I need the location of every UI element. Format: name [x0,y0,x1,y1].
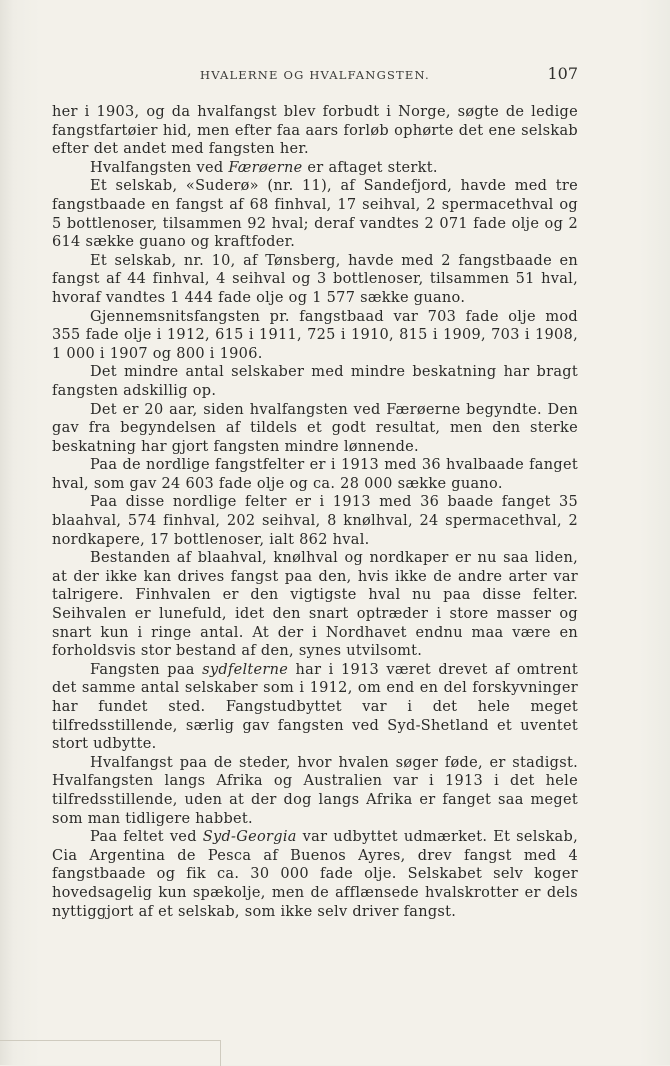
paragraph: Fangsten paa sydfelterne har i 1913 været drevet af omtrent det samme antal selskaber som i 1912, om end en del forskyvninger har fundet sted. Fangstudbyttet var i det hele meget tilfredsstillende, særlig gav fangsten ved Syd-Shetland et uventet stort udbytte. [52,661,578,753]
paragraph: Et selskab, nr. 10, af Tønsberg, havde med 2 fangstbaade en fangst af 44 finhval, 4 seihval og 3 bottlenoser, tilsammen 51 hval, hvoraf vandtes 1 444 fade olje og 1 577 sække guano. [52,252,578,306]
paragraph: Det er 20 aar, siden hvalfangsten ved Færøerne begyndte. Den gav fra begyndelsen af tildels et godt resultat, men den sterke beskatning har gjort fangsten mindre lønnende. [52,401,578,455]
paragraph: Hvalfangst paa de steder, hvor hvalen søger føde, er stadigst. Hvalfangsten langs Afrika og Australien var i 1913 i det hele tilfredsstillende, uden at der dog langs Afrika er fanget saa meget som man tidligere habbet. [52,754,578,827]
paragraph: Et selskab, «Suderø» (nr. 11), af Sandefjord, havde med tre fangstbaade en fangst af 68 finhval, 17 seihval, 2 spermacethval og 5 bottlenoser, tilsammen 92 hval; deraf vandtes 2 071 fade olje og 2 614 sække guano og kraftfoder. [52,178,578,251]
paragraph: Paa feltet ved Syd-Georgia var udbyttet udmærket. Et selskab, Cia Argentina de Pesca af Buenos Ayres, drev fangst med 4 fangstbaade og fik ca. 30 000 fade olje. Selskabet selv koger hovedsagelig kun spækolje, men de afflænsede hvalskrotter er dels nyttiggjort af et selskab, som ikke selv driver fangst. [52,829,578,920]
paragraph: Gjennemsnitsfangsten pr. fangstbaad var 703 fade olje mod 355 fade olje i 1912, 615 i 1911, 725 i 1910, 815 i 1909, 703 i 1908, 1 000 i 1907 og 800 i 1906. [52,308,578,362]
paragraph: Bestanden af blaahval, knølhval og nordkaper er nu saa liden, at der ikke kan drives fangst paa den, hvis ikke de andre arter var talrigere. Finhvalen er den vigtigste hval nu paa disse felter. Seihvalen er lunefuld, idet den snart optræder i store masser og snart kun i ringe antal. At der i Nordhavet endnu maa være en forholdsvis stor bestand af den, synes utvilsomt. [52,550,578,660]
body-text [52,103,578,921]
paragraph: her i 1903, og da hvalfangst blev forbudt i Norge, søgte de ledige fangstfartøier hid, men efter faa aars forløb ophørte det ene selskab efter det andet med fangsten her. [52,104,578,158]
paragraph: Paa disse nordlige felter er i 1913 med 36 baade fanget 35 blaahval, 574 finhval, 202 seihval, 8 knølhval, 24 spermacethval, 2 nordkapere, 17 bottlenoser, ialt 862 hval. [52,494,578,548]
paragraph: Hvalfangsten ved Færøerne er aftaget sterkt. [90,159,438,176]
paragraph: Det mindre antal selskaber med mindre beskatning har bragt fangsten adskillig op. [52,364,578,399]
running-head: HVALERNE OG HVALFANGSTEN. [200,68,430,82]
italic-place-name: Færøerne [228,159,303,176]
page-edge-mark [0,1040,221,1066]
paragraph: Paa de nordlige fangstfelter er i 1913 med 36 hvalbaade fanget hval, som gav 24 603 fade olje og ca. 28 000 sække guano. [52,457,578,492]
italic-place-name: sydfelterne [202,661,289,678]
page-header [52,64,578,84]
italic-place-name: Syd-Georgia [202,829,297,846]
page-number: 107 [547,64,578,83]
